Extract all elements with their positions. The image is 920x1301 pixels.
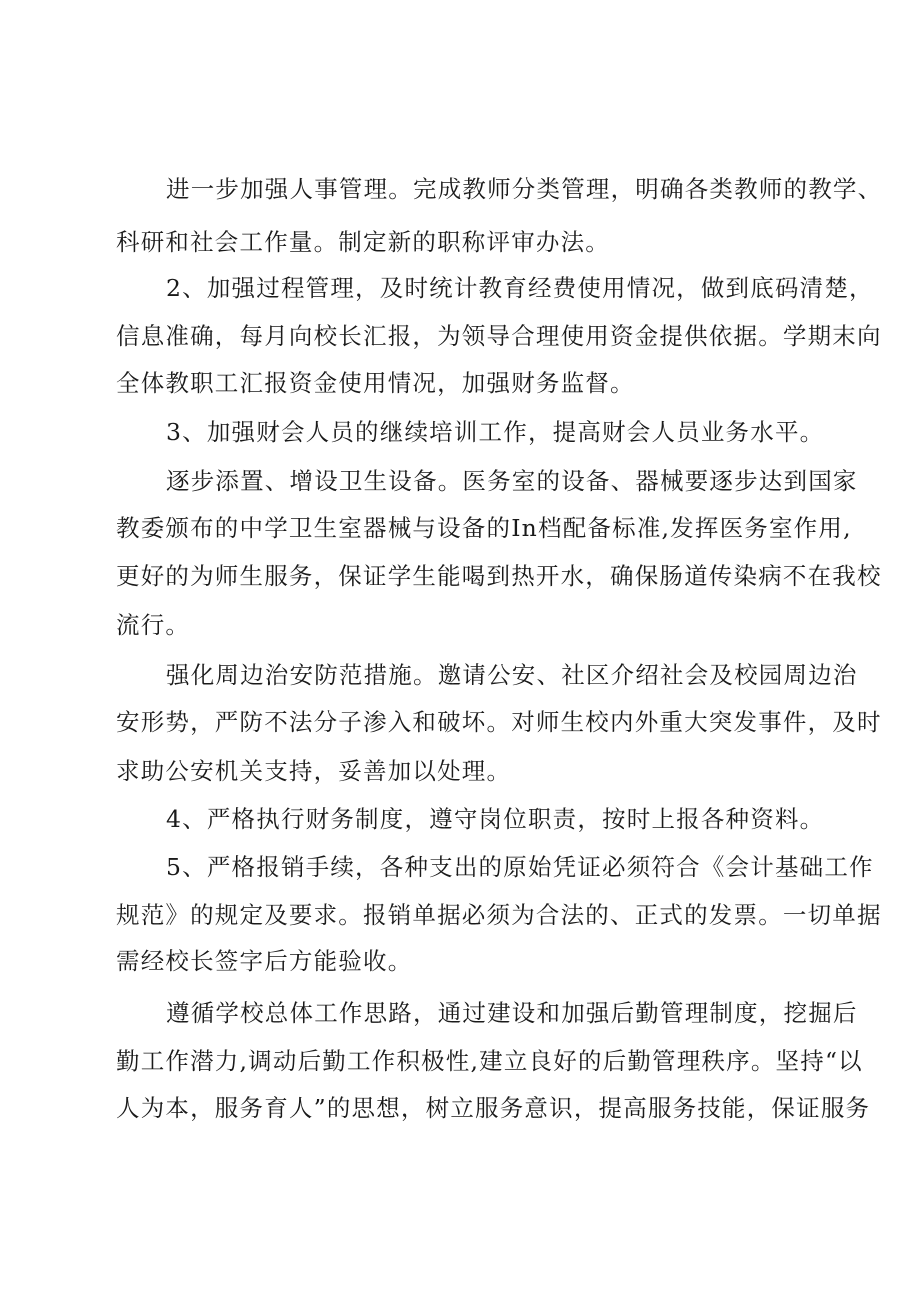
text-line: 5、严格报销手续，各种支出的原始凭证必须符合《会计基础工作: [166, 853, 874, 881]
text-line: 信息准确，每月向校长汇报，为领导合理使用资金提供依据。学期末向: [116, 322, 882, 350]
text-line: 规范》的规定及要求。报销单据必须为合法的、正式的发票。一切单据: [116, 901, 882, 929]
text-line: 流行。: [116, 611, 191, 639]
text-line: 勤工作潜力,调动后勤工作积极性,建立良好的后勤管理秩序。坚持“以: [116, 1047, 863, 1075]
text-line: 进一步加强人事管理。完成教师分类管理，明确各类教师的教学、: [166, 175, 883, 203]
text-line: 更好的为师生服务，保证学生能喝到热开水，确保肠道传染病不在我校: [116, 562, 882, 590]
text-line: 教委颁布的中学卫生室器械与设备的In档配备标准,发挥医务室作用,: [116, 514, 852, 542]
text-line: 4、严格执行财务制度，遵守岗位职责，按时上报各种资料。: [166, 805, 825, 833]
text-line: 逐步添置、增设卫生设备。医务室的设备、器械要逐步达到国家: [166, 467, 858, 495]
text-line: 安形势，严防不法分子渗入和破坏。对师生校内外重大突发事件，及时: [116, 708, 882, 736]
text-line: 科研和社会工作量。制定新的职称评审办法。: [116, 228, 610, 256]
text-line: 求助公安机关支持，妥善加以处理。: [116, 757, 512, 785]
text-line: 需经校长签字后方能验收。: [116, 947, 413, 975]
text-line: 2、加强过程管理，及时统计教育经费使用情况，做到底码清楚，: [166, 274, 874, 302]
text-line: 3、加强财会人员的继续培训工作，提高财会人员业务水平。: [166, 418, 825, 446]
text-line: 遵循学校总体工作思路，通过建设和加强后勤管理制度，挖掘后: [166, 999, 858, 1027]
text-line: 强化周边治安防范措施。邀请公安、社区介绍社会及校园周边治: [166, 661, 858, 689]
text-line: 人为本，服务育人”的思想，树立服务意识，提高服务技能，保证服务: [116, 1094, 871, 1122]
text-line: 全体教职工汇报资金使用情况，加强财务监督。: [116, 369, 635, 397]
